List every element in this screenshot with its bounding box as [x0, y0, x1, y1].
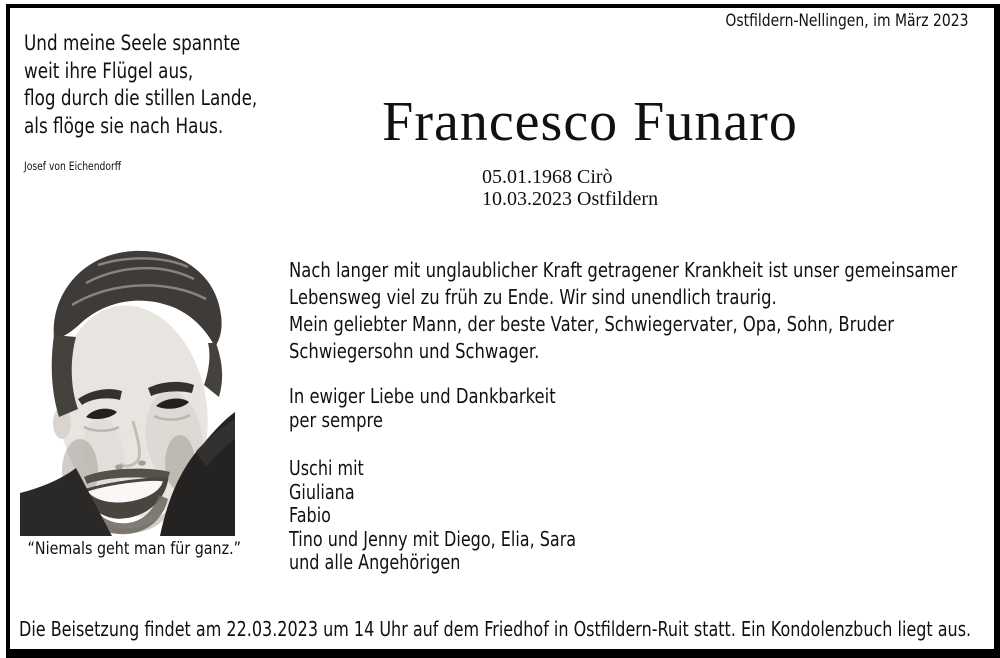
obituary-line: Nach langer mit unglaublicher Kraft getragener Krankheit ist unser gemeinsamer: [289, 258, 958, 282]
birth-date: 05.01.1968 Cirò: [482, 166, 613, 188]
life-dates: [482, 166, 658, 210]
poem-line: Und meine Seele spannte: [24, 31, 241, 55]
mourner-line: Fabio: [289, 503, 331, 527]
obituary-text: [289, 257, 1000, 365]
mourner-line: Uschi mit: [289, 456, 364, 480]
poem-line: weit ihre Flügel aus,: [24, 58, 194, 83]
poem-line: als flöge sie nach Haus.: [24, 113, 224, 138]
poem: [24, 30, 316, 181]
obituary-line: Schwiegersohn und Schwager.: [289, 339, 540, 363]
portrait-photo: [20, 239, 235, 536]
obituary-line: Mein geliebter Mann, der beste Vater, Schwiegervater, Opa, Sohn, Bruder: [289, 312, 894, 336]
closing-line: per sempre: [289, 408, 383, 432]
poem-line: flog durch die stillen Lande,: [24, 86, 258, 110]
portrait-illustration: [20, 239, 235, 536]
obituary-line: Lebensweg viel zu früh zu Ende. Wir sind unendlich traurig.: [289, 285, 777, 309]
deceased-name: Francesco Funaro: [382, 91, 798, 153]
mourner-line: Giuliana: [289, 479, 355, 504]
photo-caption: “Niemals geht man für ganz.”: [27, 539, 242, 559]
closing-line: In ewiger Liebe und Dankbarkeit: [289, 384, 556, 408]
mourners-list: [289, 457, 648, 575]
dateline: Ostfildern-Nellingen, im März 2023: [724, 11, 968, 31]
mourner-line: und alle Angehörigen: [289, 550, 461, 574]
funeral-info: Die Beisetzung findet am 22.03.2023 um 14 Uhr auf dem Friedhof in Ostfildern-Ruit statt. Ein Kondolenzbuch liegt aus.: [19, 617, 972, 641]
mourner-line: Tino und Jenny mit Diego, Elia, Sara: [289, 526, 577, 551]
death-date: 10.03.2023 Ostfildern: [482, 188, 659, 210]
closing-lines: [289, 384, 622, 432]
poem-author: Josef von Eichendorff: [24, 159, 122, 173]
